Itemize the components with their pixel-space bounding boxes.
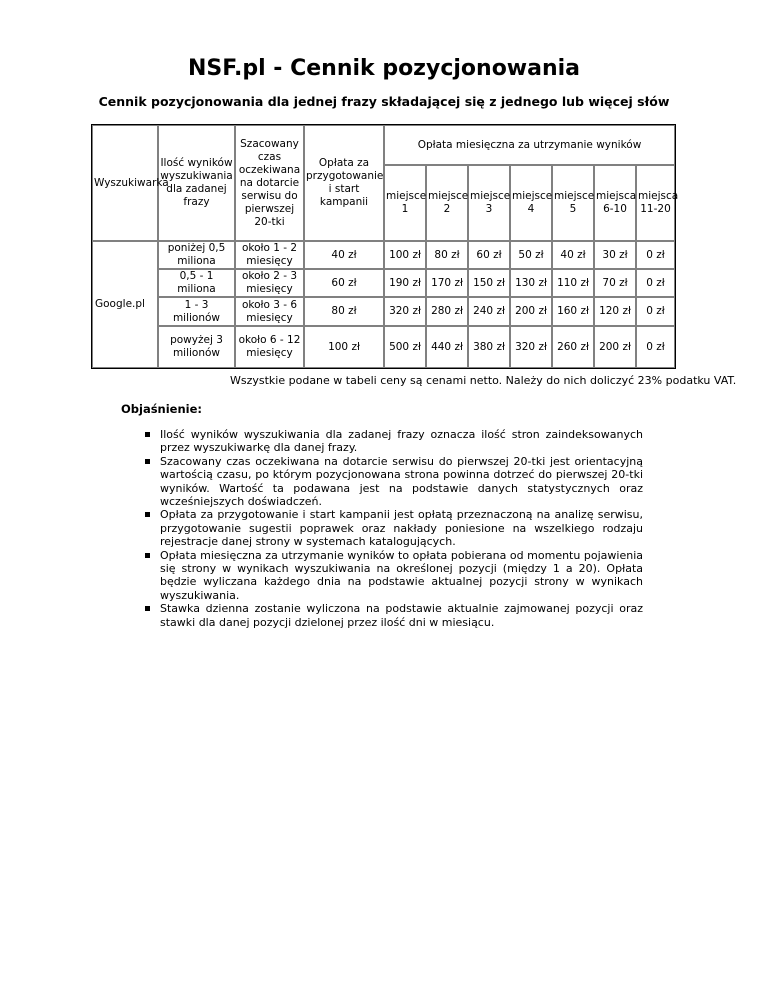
cell-results: poniżej 0,5 miliona: [158, 241, 235, 269]
cell-results: 0,5 - 1 miliona: [158, 269, 235, 297]
header-position: miejsca 11-20: [636, 165, 675, 241]
table-row: [92, 241, 675, 269]
bullet-icon: [145, 512, 150, 517]
header-position: miejsce 3: [468, 165, 510, 241]
header-position: miejsce 5: [552, 165, 594, 241]
explanation-list: [145, 428, 643, 629]
list-item: [145, 455, 643, 509]
list-item-text: Opłata za przygotowanie i start kampanii jest opłatą przeznaczoną na analizę serwisu, przygotowanie sugestii poprawek oraz nakłady poniesione na wszelkiego rodzaju rejestracje danej strony w systemach katalogujących.: [160, 508, 643, 549]
page-title: NSF.pl - Cennik pozycjonowania: [187, 56, 581, 81]
header-position: miejsce 4: [510, 165, 552, 241]
cell-monthly: 190 zł: [384, 269, 426, 297]
cell-monthly: 0 zł: [636, 326, 675, 368]
cell-monthly: 100 zł: [384, 241, 426, 269]
cell-monthly: 320 zł: [510, 326, 552, 368]
cell-monthly: 260 zł: [552, 326, 594, 368]
cell-time: około 1 - 2 miesięcy: [235, 241, 304, 269]
cell-monthly: 160 zł: [552, 297, 594, 326]
cell-monthly: 0 zł: [636, 241, 675, 269]
cell-monthly: 30 zł: [594, 241, 636, 269]
list-item: [145, 428, 643, 455]
cell-monthly: 440 zł: [426, 326, 468, 368]
cell-results: powyżej 3 milionów: [158, 326, 235, 368]
cell-time: około 6 - 12 miesięcy: [235, 326, 304, 368]
cell-monthly: 380 zł: [468, 326, 510, 368]
cell-monthly: 130 zł: [510, 269, 552, 297]
cell-monthly: 110 zł: [552, 269, 594, 297]
bullet-icon: [145, 432, 150, 437]
header-time: Szacowany czas oczekiwana na dotarcie serwisu do pierwszej 20-tki: [235, 125, 304, 241]
list-item: [145, 549, 643, 603]
table-row: [92, 269, 675, 297]
header-position: miejsce 2: [426, 165, 468, 241]
cell-monthly: 280 zł: [426, 297, 468, 326]
cell-monthly: 50 zł: [510, 241, 552, 269]
cell-time: około 2 - 3 miesięcy: [235, 269, 304, 297]
header-engine: Wyszukiwarka: [92, 125, 158, 241]
header-position: miejsce 1: [384, 165, 426, 241]
bullet-icon: [145, 606, 150, 611]
cell-monthly: 40 zł: [552, 241, 594, 269]
bullet-icon: [145, 459, 150, 464]
page-subtitle: Cennik pozycjonowania dla jednej frazy składającej się z jednego lub więcej słów: [98, 94, 670, 109]
cell-monthly: 240 zł: [468, 297, 510, 326]
cell-monthly: 120 zł: [594, 297, 636, 326]
cell-monthly: 170 zł: [426, 269, 468, 297]
cell-monthly: 0 zł: [636, 297, 675, 326]
cell-monthly: 70 zł: [594, 269, 636, 297]
price-table: [91, 124, 679, 369]
list-item: [145, 602, 643, 629]
cell-time: około 3 - 6 miesięcy: [235, 297, 304, 326]
cell-monthly: 320 zł: [384, 297, 426, 326]
cell-setup: 80 zł: [304, 297, 384, 326]
cell-results: 1 - 3 milionów: [158, 297, 235, 326]
list-item-text: Opłata miesięczna za utrzymanie wyników to opłata pobierana od momentu pojawienia się strony w wynikach wyszukiwania na określonej pozycji (między 1 a 20). Opłata będzie wyliczana każdego dnia na podstawie aktualnej pozycji strony w wynikach wyszukiwania.: [160, 548, 643, 602]
cell-monthly: 60 zł: [468, 241, 510, 269]
bullet-icon: [145, 553, 150, 558]
cell-monthly: 500 zł: [384, 326, 426, 368]
header-position: miejsca 6-10: [594, 165, 636, 241]
header-results-count: Ilość wyników wyszukiwania dla zadanej frazy: [158, 125, 235, 241]
header-monthly-group: Opłata miesięczna za utrzymanie wyników: [384, 125, 675, 165]
cell-monthly: 0 zł: [636, 269, 675, 297]
vat-note: Wszystkie podane w tabeli ceny są cenami netto. Należy do nich doliczyć 23% podatku VAT.: [230, 374, 737, 387]
cell-setup: 40 zł: [304, 241, 384, 269]
cell-setup: 60 zł: [304, 269, 384, 297]
table-row: [92, 326, 675, 368]
cell-monthly: 200 zł: [594, 326, 636, 368]
engine-name: Google.pl: [92, 241, 158, 368]
cell-monthly: 150 zł: [468, 269, 510, 297]
list-item: [145, 508, 643, 548]
list-item-text: Szacowany czas oczekiwana na dotarcie serwisu do pierwszej 20-tki jest orientacyjną wartością czasu, po którym pozycjonowana strona powinna dotrzeć do pierwszej 20-tki wyników. Wartość ta podawana jest na podstawie danych statystycznych oraz wcześniejszych doświadczeń.: [160, 454, 643, 509]
cell-monthly: 80 zł: [426, 241, 468, 269]
list-item-text: Ilość wyników wyszukiwania dla zadanej frazy oznacza ilość stron zaindeksowanych przez wyszukiwarkę dla danej frazy.: [160, 428, 643, 455]
cell-monthly: 200 zł: [510, 297, 552, 326]
cell-setup: 100 zł: [304, 326, 384, 368]
header-setup-fee: Opłata za przygotowanie i start kampanii: [304, 125, 384, 241]
list-item-text: Stawka dzienna zostanie wyliczona na podstawie aktualnie zajmowanej pozycji oraz stawki dla danej pozycji dzielonej przez ilość dni w miesiącu.: [160, 602, 643, 629]
table-row: [92, 297, 675, 326]
explanation-heading: Objaśnienie:: [121, 402, 203, 416]
